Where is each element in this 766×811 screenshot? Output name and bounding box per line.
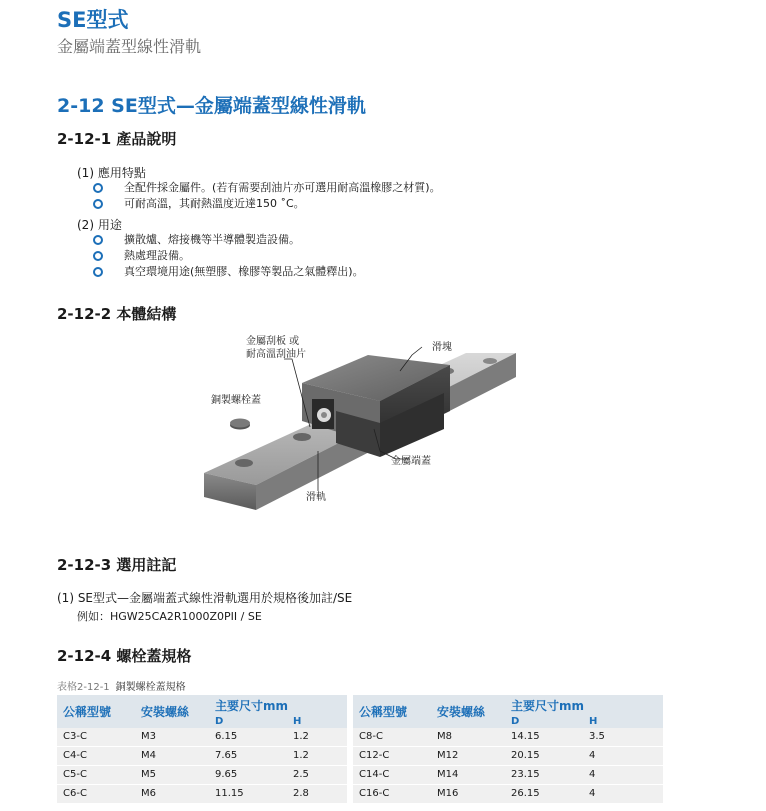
- features-subheading: (1) 應用特點: [77, 166, 146, 180]
- col-h: H: [583, 715, 663, 728]
- callout-rail: 滑軌: [306, 492, 326, 503]
- cell-d: 7.65: [209, 747, 287, 766]
- col-dims: 主要尺寸mm: [209, 695, 347, 715]
- cell-h: 1.2: [287, 747, 347, 766]
- heading-ordering-note: 2-12-3 選用註記: [57, 556, 177, 574]
- cell-model: C6-C: [57, 785, 135, 804]
- col-d: D: [209, 715, 287, 728]
- cell-screw: M16: [431, 785, 505, 804]
- bullet-ring-icon: [93, 199, 103, 209]
- cell-d: 11.15: [209, 785, 287, 804]
- bolt-cap-spec-table: [57, 695, 663, 804]
- bullet-ring-icon: [93, 267, 103, 277]
- cell-screw: M3: [135, 728, 209, 747]
- cell-model: C12-C: [353, 747, 431, 766]
- col-screw: 安裝螺絲: [431, 695, 505, 728]
- ordering-example: 例如：HGW25CA2R1000Z0PII / SE: [77, 610, 262, 623]
- cell-model: C8-C: [353, 728, 431, 747]
- cell-model: C14-C: [353, 766, 431, 785]
- heading-product-description: 2-12-1 產品說明: [57, 130, 177, 148]
- table-caption-number: 表格2-12-1: [57, 682, 110, 693]
- callout-block: 滑塊: [432, 342, 452, 353]
- callout-scraper-line1: 金屬刮板 或: [246, 336, 300, 347]
- feature-text: 可耐高溫，其耐熱溫度近達150 ˚C。: [124, 197, 305, 210]
- cell-screw: M12: [431, 747, 505, 766]
- cell-d: 20.15: [505, 747, 583, 766]
- bullet-ring-icon: [93, 183, 103, 193]
- ordering-note: (1) SE型式—金屬端蓋式線性滑軌選用於規格後加註/SE: [57, 591, 353, 605]
- callout-end-cap: 金屬端蓋: [391, 456, 431, 467]
- use-text: 擴散爐、熔接機等半導體製造設備。: [124, 233, 300, 246]
- cell-d: 6.15: [209, 728, 287, 747]
- heading-structure: 2-12-2 本體結構: [57, 305, 177, 323]
- table-caption-text: 銅製螺栓蓋規格: [115, 682, 186, 693]
- cell-h: 2.8: [287, 785, 347, 804]
- document-subtitle: 金屬端蓋型線性滑軌: [57, 37, 202, 56]
- heading-bolt-cap-spec: 2-12-4 螺栓蓋規格: [57, 647, 192, 665]
- uses-subheading: (2) 用途: [77, 218, 122, 232]
- cell-screw: M8: [431, 728, 505, 747]
- callout-scraper-line2: 耐高溫刮油片: [246, 349, 306, 360]
- cell-d: 9.65: [209, 766, 287, 785]
- col-model: 公稱型號: [57, 695, 135, 728]
- cell-h: 3.5: [583, 728, 663, 747]
- feature-text: 全配件採金屬件。(若有需要刮油片亦可選用耐高溫橡膠之材質)。: [124, 181, 441, 194]
- table-header-row: [57, 695, 663, 715]
- bullet-ring-icon: [93, 251, 103, 261]
- use-item: [93, 248, 593, 264]
- col-screw: 安裝螺絲: [135, 695, 209, 728]
- cell-screw: M4: [135, 747, 209, 766]
- col-dims: 主要尺寸mm: [505, 695, 663, 715]
- col-model: 公稱型號: [353, 695, 431, 728]
- bullet-ring-icon: [93, 235, 103, 245]
- use-text: 真空環境用途(無塑膠、橡膠等製品之氣體釋出)。: [124, 265, 364, 278]
- document-title: SE型式: [57, 8, 129, 32]
- cell-h: 1.2: [287, 728, 347, 747]
- cell-h: 2.5: [287, 766, 347, 785]
- use-item: [93, 264, 593, 280]
- section-title: 2-12 SE型式—金屬端蓋型線性滑軌: [57, 95, 366, 117]
- col-d: D: [505, 715, 583, 728]
- table-row: [57, 747, 663, 766]
- callout-bolt-cap: 銅製螺栓蓋: [211, 395, 261, 406]
- use-text: 熱處理設備。: [124, 249, 190, 262]
- table-row: [57, 785, 663, 804]
- cell-d: 14.15: [505, 728, 583, 747]
- cell-model: C4-C: [57, 747, 135, 766]
- table-row: [57, 766, 663, 785]
- table-row: [57, 728, 663, 747]
- cell-d: 26.15: [505, 785, 583, 804]
- cell-model: C3-C: [57, 728, 135, 747]
- col-h: H: [287, 715, 347, 728]
- cell-screw: M6: [135, 785, 209, 804]
- cell-h: 4: [583, 785, 663, 804]
- cell-model: C5-C: [57, 766, 135, 785]
- cell-screw: M5: [135, 766, 209, 785]
- feature-item: [93, 196, 593, 212]
- feature-item: [93, 180, 593, 196]
- cell-h: 4: [583, 766, 663, 785]
- use-item: [93, 232, 593, 248]
- table-caption: [57, 678, 186, 693]
- cell-h: 4: [583, 747, 663, 766]
- cell-model: C16-C: [353, 785, 431, 804]
- cell-screw: M14: [431, 766, 505, 785]
- cell-d: 23.15: [505, 766, 583, 785]
